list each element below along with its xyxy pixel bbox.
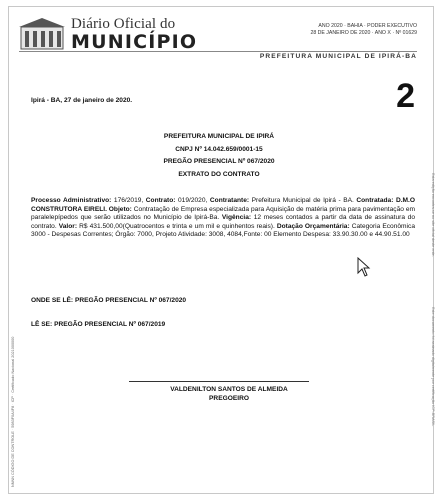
- right-margin-note-1: Esta edição encontra-se no site oficial deste ente.: [431, 173, 435, 257]
- edition-line-1: ANO 2020 · BAHIA · PODER EXECUTIVO: [318, 23, 417, 29]
- dotacao-value: Categoria Econômica 3000 - Despesas Correntes; Órgão: 7000, Projeto Atividade: 3008, 4084,Fonte: 00 Elemento Despesa: 33.90.30.00 e 44.90.51.00: [31, 222, 415, 239]
- logo-top-text: Diário Oficial do: [71, 16, 176, 32]
- valor-value: R$ 431.500,00(Quatrocentos e trinta e um mil e quinhentos reais).: [77, 222, 277, 230]
- onde-se-le: ONDE SE LÊ: PREGÃO PRESENCIAL Nº 067/2020: [31, 297, 187, 304]
- left-margin-certification: NNNN CÓDIGO DE CONTROLE · 5983F0A4F8 · ICP · Certificado Nacional 2021000000: [11, 336, 15, 487]
- vigencia-label: Vigência:: [221, 214, 252, 222]
- le-se: LÊ SE: PREGÃO PRESENCIAL Nº 067/2019: [31, 321, 166, 328]
- valor-label: Valor:: [58, 222, 78, 230]
- mouse-pointer-icon: [357, 257, 371, 277]
- document-date: Ipirá - BA, 27 de janeiro de 2020.: [31, 97, 133, 104]
- contract-extract-body: [31, 197, 415, 240]
- heading-line-2: CNPJ Nº 14.042.659/0001-15: [175, 145, 263, 153]
- contratante-value: Prefeitura Municipal de Ipirá - BA.: [249, 197, 357, 204]
- edition-line-2: 28 DE JANEIRO DE 2020 · ANO X · Nº 01629: [310, 30, 417, 37]
- document-heading: [69, 131, 369, 181]
- logo-bottom-text: MUNICÍPIO: [71, 31, 198, 53]
- newspaper-page: [8, 6, 434, 494]
- heading-line-4: EXTRATO DO CONTRATO: [178, 170, 260, 178]
- contratada-label: Contratada: D.M.O CONSTRUTORA EIRELI. Objeto:: [31, 197, 415, 213]
- signature-line: [129, 381, 309, 382]
- processo-value: 176/2019,: [111, 197, 146, 204]
- contratante-label: Contratante:: [209, 197, 250, 204]
- signatory-name: VALDENILTON SANTOS DE ALMEIDA: [170, 386, 288, 393]
- heading-line-3: PREGÃO PRESENCIAL Nº 067/2020: [163, 158, 275, 165]
- contrato-label: Contrato:: [145, 197, 176, 204]
- building-logo-icon: [19, 17, 65, 51]
- edition-meta: [310, 23, 417, 38]
- prefeitura-heading: PREFEITURA MUNICIPAL DE IPIRÁ-BA: [259, 53, 417, 60]
- objeto-value: Contratação de Empresa especializada para Aquisição de matéria prima para pavimentação em paralelepípedos que serão utilizados no Município de Ipirá-Ba.: [31, 205, 415, 222]
- heading-line-1: PREFEITURA MUNICIPAL DE IPIRÁ: [163, 133, 275, 140]
- page-number: 2: [396, 77, 415, 115]
- right-margin-note-2: Este documento foi assinado digitalmente por certificação ICP-BRASIL: [431, 307, 435, 427]
- vigencia-value: 12 meses contados a partir da data de assinatura do contrato.: [31, 214, 415, 230]
- header-divider: [19, 51, 417, 61]
- contrato-value: 019/2020,: [175, 197, 210, 204]
- signatory-role: PREGOEIRO: [209, 395, 249, 402]
- dotacao-label: Dotação Orçamentária:: [276, 222, 350, 230]
- processo-label: Processo Administrativo:: [31, 197, 112, 204]
